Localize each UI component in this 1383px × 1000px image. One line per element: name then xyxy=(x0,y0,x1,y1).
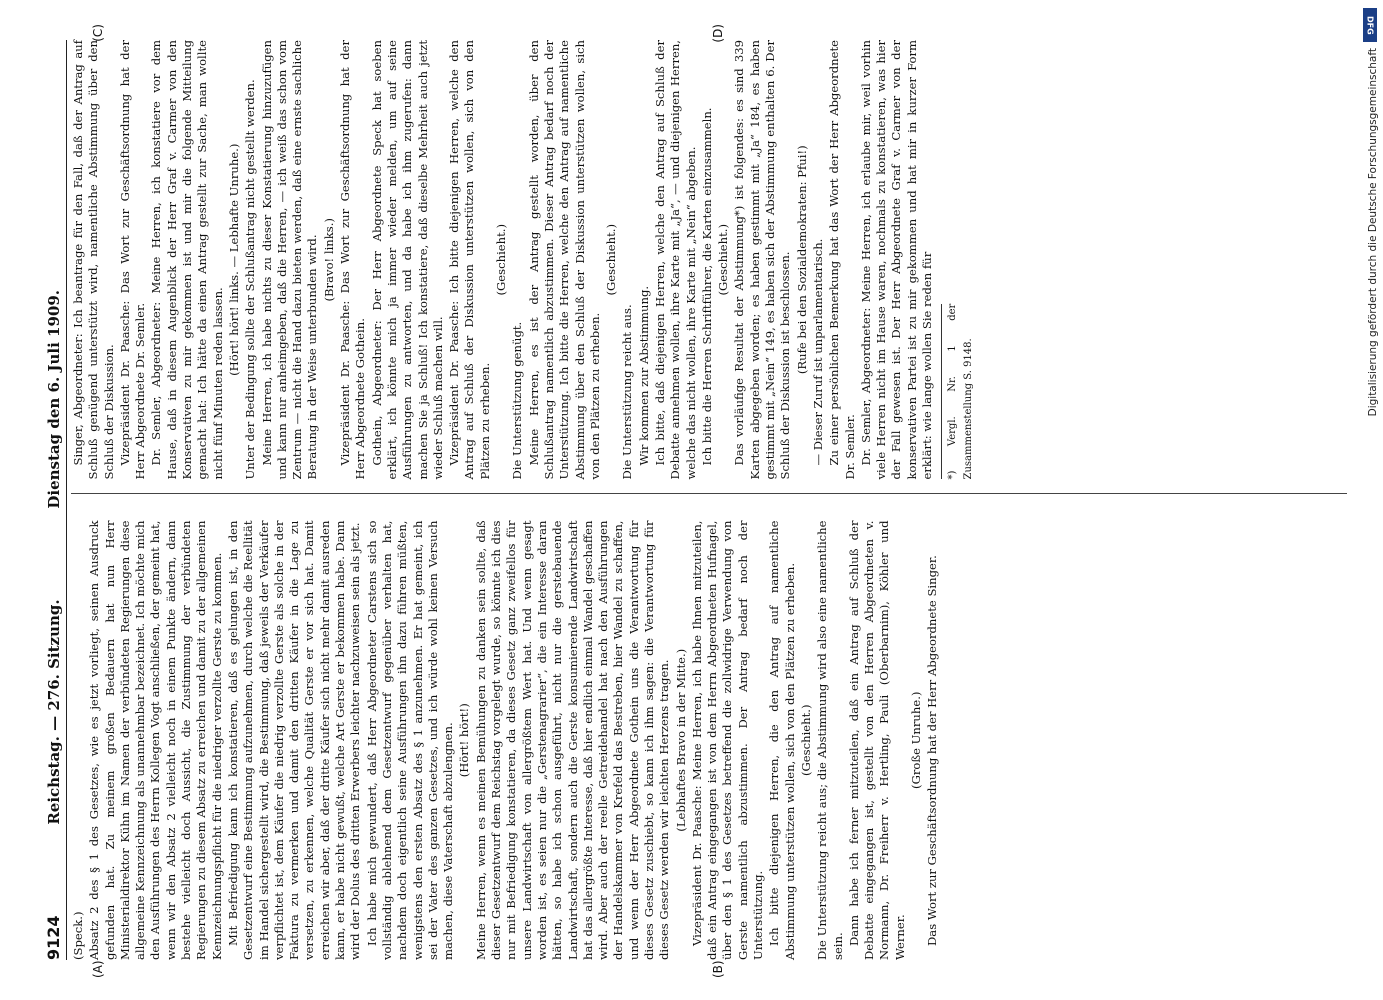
right-paragraph: (Rufe bei den Sozialdemokraten: Pfui!) xyxy=(794,145,809,375)
right-paragraph: Unter der Bedingung sollte der Schlußantrag nicht gestellt werden. xyxy=(242,79,257,480)
left-paragraph: Das Wort zur Geschäftsordnung hat der Herr Abgeordnete Singer. xyxy=(924,555,939,946)
right-paragraph: Das vorläufige Resultat der Abstimmung*) ist folgendes: es sind 339 Karten abgegeben worden; es haben gestimmt mit „Ja“ 184, es haben gestimmt mit „Nein“ 149, es haben sich der Abstimmung enthalten 6. Der Schluß der Diskussion ist beschlossen. xyxy=(731,40,792,480)
session-date: Dienstag den 6. Juli 1909. xyxy=(44,290,63,509)
session-title: Reichstag. — 276. Sitzung. xyxy=(44,599,63,825)
right-paragraph: Vizepräsident Dr. Paasche: Das Wort zur Geschäftsordnung hat der Herr Abgeordnete Gothein. xyxy=(337,40,367,480)
dfg-logo: DFG xyxy=(1363,8,1377,42)
right-paragraph: Wir kommen zur Abstimmung. xyxy=(636,285,651,466)
left-paragraph: Absatz 2 des § 1 des Gesetzes, wie es jetzt vorliegt, seinen Ausdruck gefunden hat. Zu meinem großen Bedauern hat nun Herr Ministerialdirektor Kühn im Namen der verbündeten Regierungen diese allgemeine Kennzeichnung als unannehmbar bezeichnet. Ich möchte mich den Ausführungen des Herrn Kollegen Vogt anschließen, der gemeint hat, wenn wir den Absatz 2 vielleicht noch in einem Punkte ändern, dann bestehe vielleicht doch Aussicht, die Zustimmung der verbündeten Regierungen zu diesem Absatz zu erreichen und damit zu der allgemeinen Kennzeichnungspflicht für die niedriger verzollte Gerste zu kommen. xyxy=(86,520,224,960)
right-paragraph: Vizepräsident Dr. Paasche: Das Wort zur Geschäftsordnung hat der Herr Abgeordnete Dr. Semler. xyxy=(117,40,147,480)
right-paragraph: (Geschieht.) xyxy=(493,224,508,296)
right-paragraph: — Dieser Zuruf ist unparlamentarisch. xyxy=(810,238,825,466)
left-paragraph: Mit Befriedigung kann ich konstatieren, daß es gelungen ist, in den Gesetzentwurf eine Bestimmung aufzunehmen, durch welche die Reellität im Handel sichergestellt wird, die Bestimmung, daß jeweils der Verkäufer verpflichtet ist, dem Käufer die niedrig verzollte Gerste als solche in der Faktura zu vermerken und damit den dritten Käufer in die Lage zu versetzen, zu erkennen, welche Qualität Gerste er vor sich hat. Damit erreichen wir aber, daß der dritte Käufer sich nicht mehr damit ausreden kann, er habe nicht gewußt, welche Art Gerste er bekommen habe. Dann wird der Dolus des dritten Erwerbers leichter nachzuweisen sein als jetzt. xyxy=(225,520,362,960)
footnote: *) Vergl. Nr. 1 der Zusammenstellung S. 9148. xyxy=(941,304,976,480)
right-paragraph: Ich bitte die Herren Schriftführer, die Karten einzusammeln. xyxy=(699,107,714,466)
text-columns xyxy=(70,24,1347,978)
margin-marker-b: (B) xyxy=(710,960,725,978)
right-paragraph: Ich bitte, daß diejenigen Herren, welche den Antrag auf Schluß der Debatte annehmen wollen, ihre Karte mit „Ja“, — und diejenigen Herren, welche das nicht wollen, ihre Karte mit „Nein“ abgeben. xyxy=(652,40,698,480)
margin-marker-c: (C) xyxy=(90,24,105,42)
left-paragraph: (Hört! hört!) xyxy=(456,703,471,778)
right-paragraph: Dr. Semler, Abgeordneter: Meine Herren, ich konstatiere vor dem Hause, daß in diesem Augenblick der Herr Graf v. Carmer von den Konservativen zu mir gekommen ist und mir die folgende Mitteilung gemacht hat: Ich hätte da einen Antrag gestellt zur Sache, man wollte nicht fünf Minuten reden lassen. xyxy=(148,40,225,480)
right-paragraph: Gothein, Abgeordneter: Der Herr Abgeordnete Speck hat soeben erklärt, ich könnte mich ja immer wieder melden, um auf seine Ausführungen zu antworten, und da habe ich ihm zugerufen: dann machen Sie ja Schluß! Ich konstatiere, daß dieselbe Mehrheit auch jetzt wieder Schluß machen will. xyxy=(369,40,445,480)
left-paragraph: (Lebhaftes Bravo in der Mitte.) xyxy=(673,648,688,832)
rotated-document-page xyxy=(27,20,1357,980)
right-paragraph: (Geschieht.) xyxy=(603,224,618,296)
right-column xyxy=(70,24,1347,495)
left-paragraph: Vizepräsident Dr. Paasche: Meine Herren, ich habe Ihnen mitzuteilen, daß ein Antrag eingegangen ist von dem Herrn Abgeordneten Hufnagel, über den § 1 des Gesetzes betreffend die zollwidrige Verwendung von Gerste namentlich abzustimmen. Der Antrag bedarf noch der Unterstützung. xyxy=(689,520,765,960)
right-paragraph: Dr. Semler, Abgeordneter: Meine Herren, ich erlaube mir, weil vorhin viele Herren nicht im Hause waren, nochmals zu konstatieren, was hier der Fall gewesen ist. Der Herr Abgeordnete Graf v. Carmer von der konservativen Partei ist zu mir gekommen und hat mir in kurzer Form erklärt: wie lange wollen Sie reden für xyxy=(858,40,934,480)
left-paragraph: Die Unterstützung reicht aus; die Abstimmung wird also eine namentliche sein. xyxy=(814,520,845,960)
right-paragraph: (Geschieht.) xyxy=(715,224,730,296)
margin-marker-d: (D) xyxy=(710,24,725,43)
left-paragraph: (Speck.) xyxy=(70,911,85,960)
right-paragraph: Die Unterstützung genügt. xyxy=(509,321,524,480)
right-paragraph: (Bravo! links.) xyxy=(321,218,336,302)
right-paragraph: Zu einer persönlichen Bemerkung hat das Wort der Herr Abgeordnete Dr. Semler. xyxy=(826,40,857,480)
right-paragraph: Meine Herren, ich habe nichts zu dieser Konstatierung hinzuzufügen und kann nur anheimgeben, daß die Herren, — ich weiß das schon vom Zentrum — nicht die Hand dazu bieten werden, daß eine ernste sachliche Beratung in der Weise unterbunden wird. xyxy=(259,40,319,480)
left-paragraph: Meine Herren, wenn es meinen Bemühungen zu danken sein sollte, daß dieser Gesetzentwurf dem Reichstag vorgelegt wurde, so könnte ich dies nur mit Befriedigung konstatieren, da dieses Gesetz ganz zweifellos für unsere Landwirtschaft von allergrößtem Wert hat. Und wenn gesagt worden ist, es seien nur die „Gerstenagrarier“, die ein Interesse daran hätten, so habe ich schon ausgeführt, nicht nur die gerstebauende Landwirtschaft, sondern auch die Gerste konsumierende Landwirtschaft hat das allergrößte Interesse, daß hier endlich einmal Wandel geschaffen wird. Aber auch der reelle Getreidehandel hat nach den Ausführungen der Handelskammer von Krefeld das Bestreben, hier Wandel zu schaffen, und wenn der Herr Abgeordnete Gothein uns die Verantwortung für dieses Gesetz zuschiebt, so kann ich ihm sagen: die Verantwortung für dieses Gesetz werden wir leichten Herzens tragen. xyxy=(473,520,671,960)
left-paragraph: Dann habe ich ferner mitzuteilen, daß ein Antrag auf Schluß der Debatte eingegangen ist, gestellt von den Herren Abgeordneten v. Normann, Dr. Freiherr v. Hertling, Pauli (Oberbarnim), Köhler und Werner. xyxy=(846,520,907,960)
left-paragraph: Ich habe mich gewundert, daß Herr Abgeordneter Carstens sich so vollständig ablehnend dem Gesetzentwurf gegenüber verhalten hat, nachdem doch eigentlich seine Ausführungen ihn dazu führen müßten, wenigstens den ersten Absatz des § 1 anzunehmen. Er hat gemeint, ich sei der Vater des ganzen Gesetzes, und ich würde wohl keinen Versuch machen, diese Vaterschaft abzulengnen. xyxy=(364,520,455,960)
right-paragraph: Meine Herren, es ist der Antrag gestellt worden, über den Schlußantrag namentlich abzustimmen. Dieser Antrag bedarf noch der Unterstützung. Ich bitte die Herren, welche den Antrag auf namentliche Abstimmung über den Schluß der Diskussion unterstützen wollen, sich von den Plätzen zu erheben. xyxy=(526,40,602,480)
page-header xyxy=(33,40,67,960)
left-column xyxy=(70,520,1347,978)
right-paragraph: (Hört! hört! links. — Lebhafte Unruhe.) xyxy=(226,143,241,376)
right-paragraph: Vizepräsident Dr. Paasche: Ich bitte diejenigen Herren, welche den Antrag auf Schluß der Diskussion unterstützen wollen, sich von den Plätzen zu erheben. xyxy=(446,40,492,480)
margin-marker-a: (A) xyxy=(90,960,105,978)
left-paragraph: Ich bitte diejenigen Herren, die den Antrag auf namentliche Abstimmung unterstützen wollen, sich von den Plätzen zu erheben. xyxy=(766,520,797,960)
left-paragraph: (Große Unruhe.) xyxy=(908,691,923,789)
right-paragraph: Singer, Abgeordneter: Ich beantrage für den Fall, daß der Antrag auf Schluß genügend unterstützt wird, namentliche Abstimmung über den Schluß der Diskussion. xyxy=(70,40,116,480)
page-number: 9124 xyxy=(43,915,63,960)
digitization-stamp: Digitalisierung gefördert durch die Deutsche Forschungsgemeinschaft xyxy=(1367,48,1379,417)
right-paragraph: Die Unterstützung reicht aus. xyxy=(619,304,634,480)
left-paragraph: (Geschieht.) xyxy=(798,704,813,776)
